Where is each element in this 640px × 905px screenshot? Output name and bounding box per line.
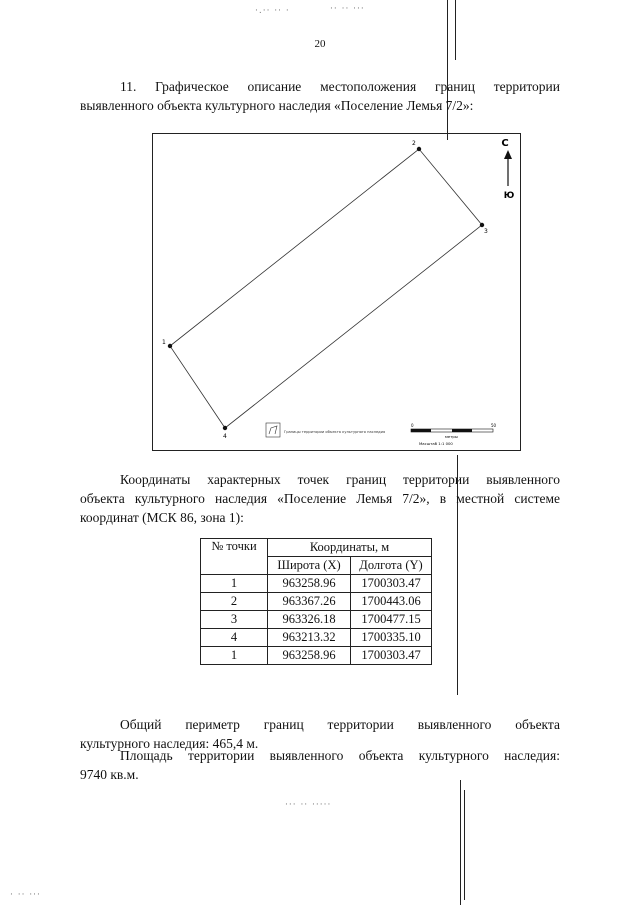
cell-x: 963326.18 [268,611,351,629]
boundary-polygon [170,149,482,428]
coords-intro-line-1: Координаты характерных точек границ территории выявленного [120,472,560,487]
scan-fold-line [447,0,448,140]
scale-ratio: Масштаб 1:1 000 [419,441,453,446]
cell-x: 963367.26 [268,593,351,611]
coords-intro-line-2: объекта культурного наследия «Поселение Лемья 7/2», в местной системе [80,491,560,506]
cell-y: 1700303.47 [351,647,432,665]
scan-artifact-bottom-left: · ·· ··· [10,890,41,900]
area-line-1: Площадь территории выявленного объекта культурного наследия: [120,748,560,763]
boundary-map [152,133,521,451]
table-row [201,593,432,611]
page-number: 20 [314,38,326,50]
scale-start: 0 [411,423,414,428]
cell-y: 1700477.15 [351,611,432,629]
point-label-2: 2 [412,140,416,147]
north-label: С [501,138,509,149]
scan-artifact-top-right: ·· ·· ··· [330,4,365,14]
scale-unit: метры [445,434,458,439]
header-coordinates: Координаты, м [268,539,432,557]
cell-point: 3 [201,611,268,629]
map-legend [266,423,385,437]
boundary-point-3 [480,223,484,227]
table-row [201,647,432,665]
heading-line-2: выявленного объекта культурного наследия «Поселение Лемья 7/2»: [80,98,474,113]
table-row [201,629,432,647]
perimeter-line-2: культурного наследия: 465,4 м. [80,736,259,751]
heading-line-1: 11. Графическое описание местоположения границ территории [120,79,560,94]
scan-artifact-bottom: ··· ·· ····· [285,800,332,810]
legend-text: Границы территории объекта культурного наследия [284,430,386,434]
scale-bar [411,423,497,446]
header-longitude: Долгота (Y) [351,557,432,575]
north-arrow-icon [501,138,514,201]
table-header-row [201,539,432,557]
point-label-1: 1 [162,339,166,346]
boundary-point-4 [223,426,227,430]
scan-fold-line [460,780,461,905]
header-point-number: № точки [201,539,268,575]
cell-y: 1700303.47 [351,575,432,593]
point-label-4: 4 [223,433,227,440]
coordinates-table [200,538,432,665]
scan-fold-line [464,790,465,900]
perimeter-line-1: Общий периметр границ территории выявленного объекта [120,717,560,732]
area-line-2: 9740 кв.м. [80,767,139,782]
section-heading [80,77,560,115]
cell-point: 1 [201,575,268,593]
south-label: Ю [503,191,515,201]
scan-fold-line [455,0,456,60]
scale-end: 50 [491,423,497,428]
cell-x: 963258.96 [268,647,351,665]
scan-artifact-top: ·.·· ·· · [255,6,290,16]
boundary-point-2 [417,147,421,151]
table-row [201,575,432,593]
coords-intro-line-3: координат (МСК 86, зона 1): [80,510,244,525]
cell-point: 1 [201,647,268,665]
boundary-point-1 [168,344,172,348]
cell-y: 1700443.06 [351,593,432,611]
coordinates-intro [80,470,560,527]
cell-x: 963258.96 [268,575,351,593]
cell-x: 963213.32 [268,629,351,647]
table-row [201,611,432,629]
header-latitude: Широта (X) [268,557,351,575]
area-paragraph [80,746,560,784]
point-label-3: 3 [484,228,488,235]
map-canvas [153,134,520,450]
cell-point: 2 [201,593,268,611]
cell-y: 1700335.10 [351,629,432,647]
cell-point: 4 [201,629,268,647]
